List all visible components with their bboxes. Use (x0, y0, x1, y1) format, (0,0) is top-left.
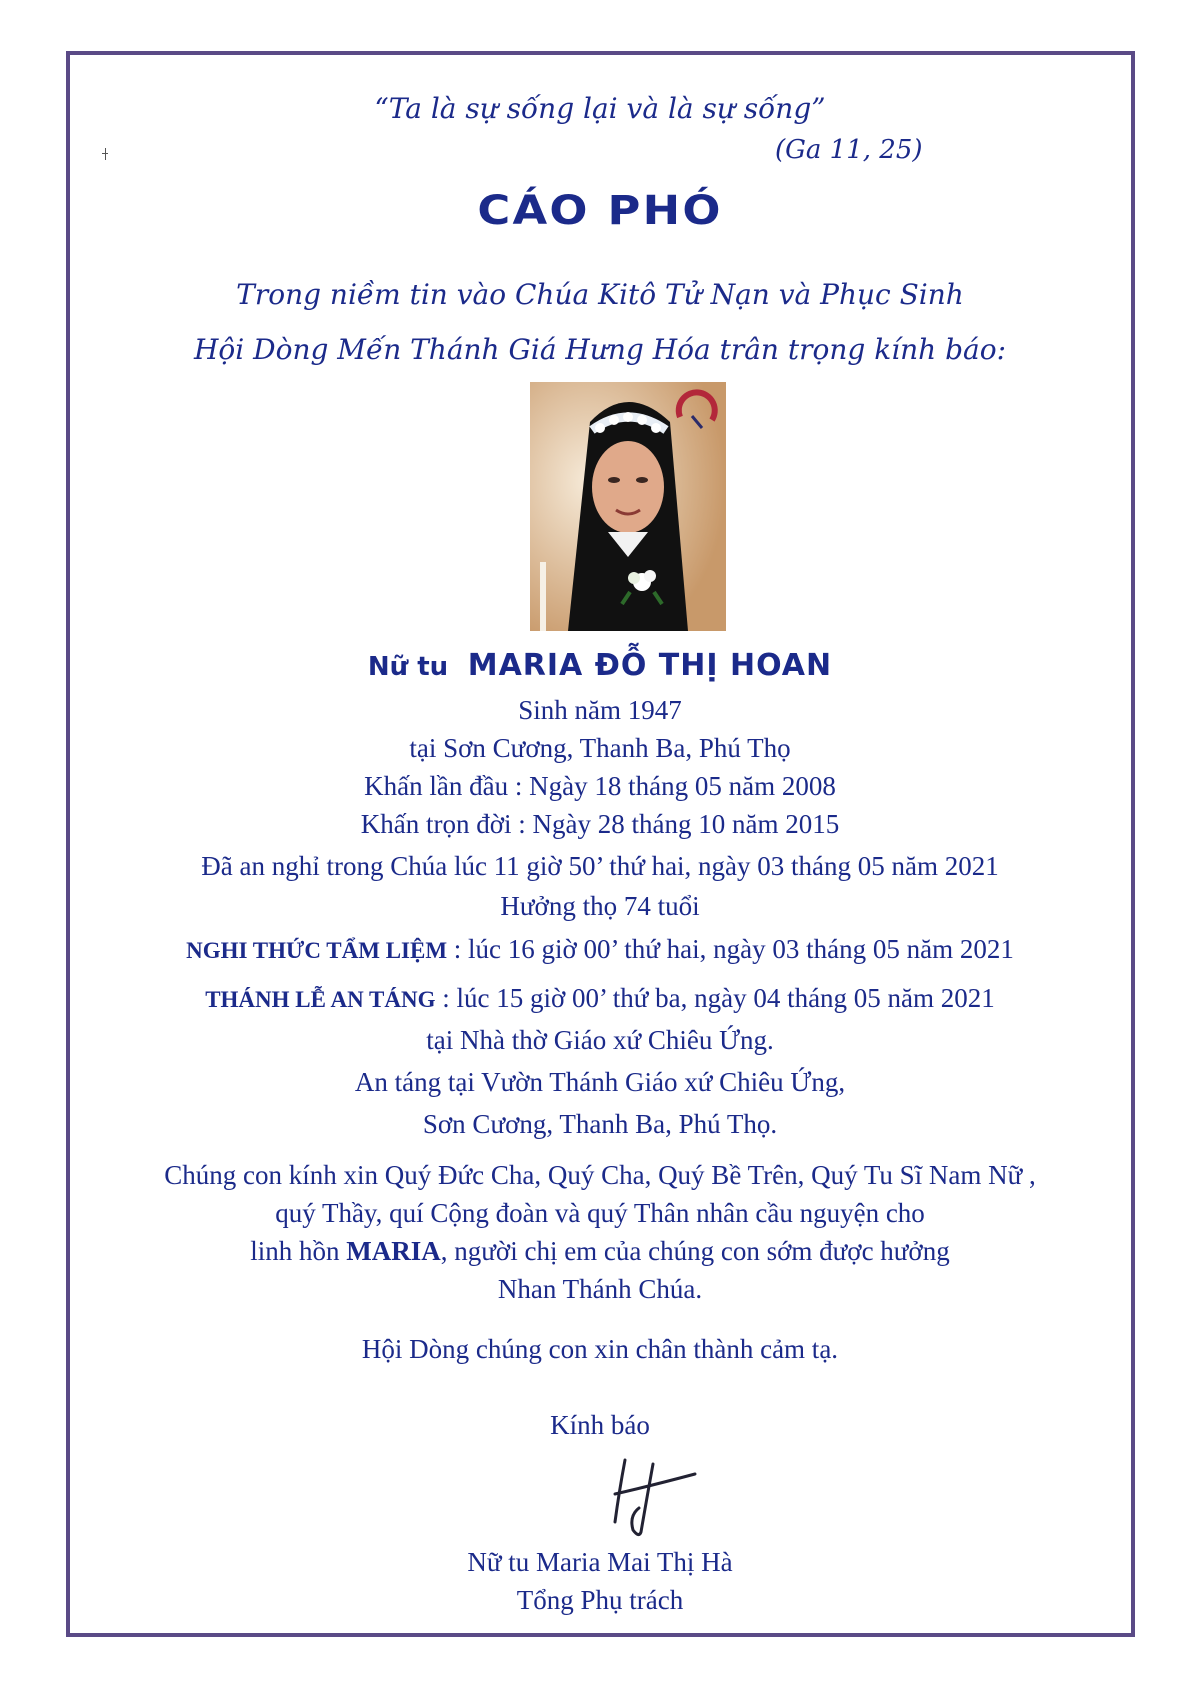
prayer-request-name: MARIA (346, 1236, 441, 1266)
funeral-mass (0, 983, 1200, 1014)
deceased-title: Nữ tu (367, 652, 449, 682)
wake-label: NGHI THỨC TẨM LIỆM (186, 938, 448, 963)
signer-role: Tổng Phụ trách (516, 1585, 684, 1615)
prayer-request-line-3 (0, 1236, 1200, 1267)
scripture-citation: (Ga 11, 25) (775, 135, 923, 165)
page-title: CÁO PHÓ (477, 188, 723, 234)
prayer-request-post: , người chị em của chúng con sớm được hưởng (440, 1236, 950, 1266)
stray-mark (105, 148, 106, 160)
signature-icon (595, 1452, 705, 1542)
prayer-request-line-4: Nhan Thánh Chúa. (497, 1274, 703, 1304)
scripture-quote: “Ta là sự sống lại và là sự sống” (374, 92, 826, 125)
wake-time: : lúc 16 giờ 00’ thứ hai, ngày 03 tháng 05 năm 2021 (447, 934, 1014, 964)
wake-ceremony (0, 934, 1200, 965)
age-at-death: Hưởng thọ 74 tuổi (500, 891, 700, 921)
intro-line-2: Hội Dòng Mến Thánh Giá Hưng Hóa trân trọng kính báo: (194, 333, 1006, 366)
intro-line-1: Trong niềm tin vào Chúa Kitô Tử Nạn và Phục Sinh (236, 278, 964, 311)
burial-line-2: Sơn Cương, Thanh Ba, Phú Thọ. (422, 1109, 778, 1139)
regards-line: Kính báo (550, 1410, 650, 1440)
nun-portrait-icon (530, 382, 726, 631)
final-vows: Khấn trọn đời : Ngày 28 tháng 10 năm 2015 (360, 809, 840, 839)
stray-mark-cross (102, 153, 108, 154)
funeral-place: tại Nhà thờ Giáo xứ Chiêu Ứng. (426, 1025, 774, 1055)
deceased-name: MARIA ĐỖ THỊ HOAN (467, 648, 833, 683)
prayer-request-line-1: Chúng con kính xin Quý Đức Cha, Quý Cha, Quý Bề Trên, Quý Tu Sĩ Nam Nữ , (164, 1160, 1036, 1190)
death-date: Đã an nghỉ trong Chúa lúc 11 giờ 50’ thứ hai, ngày 03 tháng 05 năm 2021 (201, 851, 999, 881)
burial-line-1: An táng tại Vườn Thánh Giáo xứ Chiêu Ứng, (354, 1067, 846, 1097)
first-vows: Khấn lần đầu : Ngày 18 tháng 05 năm 2008 (364, 771, 836, 801)
birth-year: Sinh năm 1947 (518, 695, 682, 725)
funeral-time: : lúc 15 giờ 00’ thứ ba, ngày 04 tháng 05 năm 2021 (435, 983, 995, 1013)
birth-place: tại Sơn Cương, Thanh Ba, Phú Thọ (409, 733, 791, 763)
prayer-request-pre: linh hồn (250, 1236, 347, 1266)
prayer-request-line-2: quý Thầy, quí Cộng đoàn và quý Thân nhân cầu nguyện cho (275, 1198, 925, 1228)
funeral-label: THÁNH LỄ AN TÁNG (205, 987, 436, 1012)
deceased-name-line (0, 648, 1200, 683)
portrait-photo (530, 382, 726, 631)
signer-name: Nữ tu Maria Mai Thị Hà (467, 1547, 733, 1577)
thanks-line: Hội Dòng chúng con xin chân thành cảm tạ. (361, 1334, 839, 1364)
